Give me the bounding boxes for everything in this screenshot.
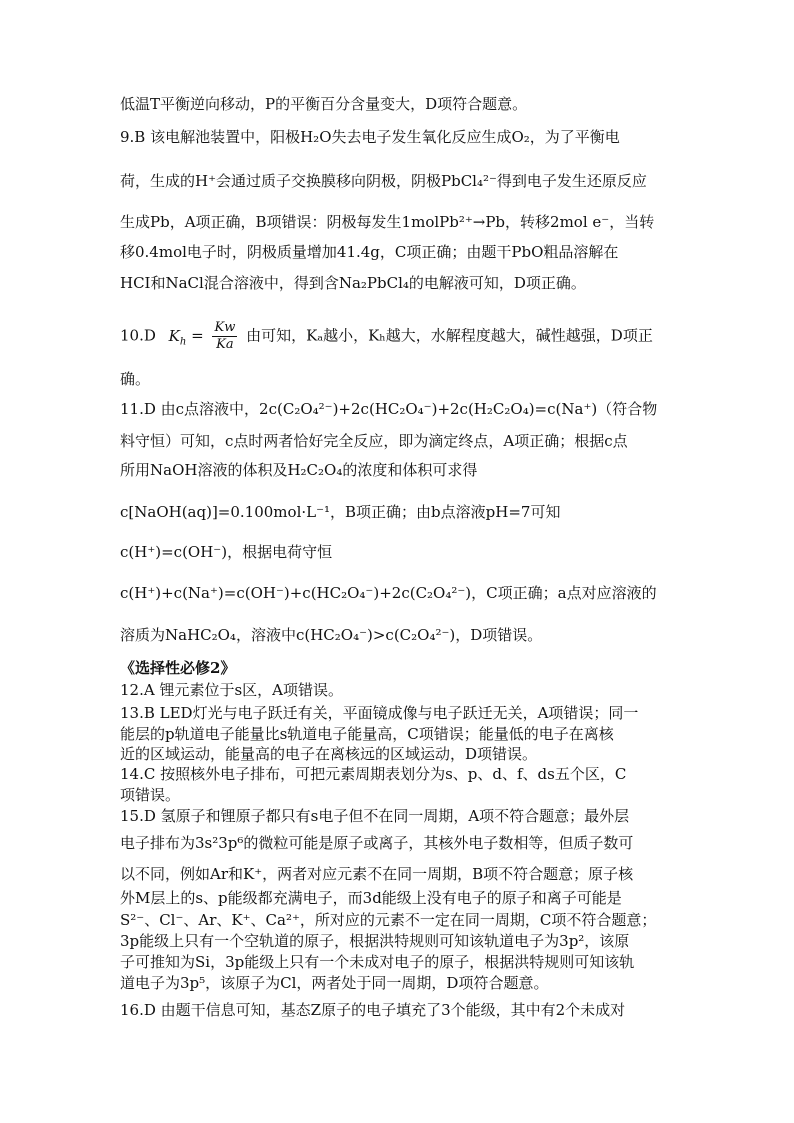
text-line: 低温T平衡逆向移动，P的平衡百分含量变大，D项符合题意。	[120, 95, 528, 113]
text-line: 以不同，例如Ar和K⁺，两者对应元素不在同一周期，B项不符合题意；原子核	[120, 865, 634, 883]
text-line: 确。	[120, 370, 151, 388]
text-line: 外M层上的s、p能级都充满电子，而3d能级上没有电子的原子和离子可能是	[120, 889, 622, 907]
text-line: 移0.4mol电子时，阴极质量增加41.4g，C项正确；由题干PbO粗品溶解在	[120, 243, 619, 261]
text-line: 子可推知为Si，3p能级上只有一个未成对电子的原子，根据洪特规则可知该轨	[120, 953, 635, 971]
text-line: 14.C 按照核外电子排布，可把元素周期表划分为s、p、d、f、ds五个区，C	[120, 765, 627, 783]
text-line: S²⁻、Cl⁻、Ar、K⁺、Ca²⁺，所对应的元素不一定在同一周期，C项不符合题意；	[120, 911, 657, 929]
text-line: 能层的p轨道电子能量比s轨道电子能量高，C项错误；能量低的电子在离核	[120, 725, 614, 743]
text-line: 12.A 锂元素位于s区，A项错误。	[120, 681, 343, 699]
text-line: c[NaOH(aq)]=0.100mol·L⁻¹，B项正确；由b点溶液pH=7可知	[120, 503, 561, 521]
q10-label: 10.D	[120, 326, 156, 345]
q10-numerator: Kw	[214, 320, 236, 335]
text-line: c(H⁺)+c(Na⁺)=c(OH⁻)+c(HC₂O₄⁻)+2c(C₂O₄²⁻)，C项正确；a点对应溶液的	[120, 584, 657, 602]
text-line: 11.D 由c点溶液中，2c(C₂O₄²⁻)+2c(HC₂O₄⁻)+2c(H₂C₂O₄)=c(Na⁺)（符合物	[120, 400, 658, 418]
q10-text: 由可知，Kₐ越小，Kₕ越大，水解程度越大，碱性越强，D项正	[246, 326, 653, 345]
q10-equals: =	[191, 326, 204, 345]
text-line: 料守恒）可知，c点时两者恰好完全反应，即为滴定终点，A项正确；根据c点	[120, 432, 628, 450]
text-line: 16.D 由题干信息可知，基态Z原子的电子填充了3个能级，其中有2个未成对	[120, 1001, 626, 1019]
text-line: 9.B 该电解池装置中，阳极H₂O失去电子发生氧化反应生成O₂，为了平衡电	[120, 128, 620, 146]
q10-line	[120, 320, 653, 353]
text-line: HCI和NaCl混合溶液中，得到含Na₂PbCl₄的电解液可知，D项正确。	[120, 274, 586, 292]
text-line: 电子排布为3s²3p⁶的微粒可能是原子或离子，其核外电子数相等，但质子数可	[120, 834, 634, 852]
text-line: 项错误。	[120, 786, 181, 804]
section-heading: 《选择性必修2》	[120, 659, 236, 677]
q10-k-sub: h	[179, 336, 187, 348]
q10-denominator: Ka	[216, 337, 234, 352]
text-line: 生成Pb，A项正确，B项错误：阴极每发生1molPb²⁺→Pb，转移2mol e⁻，当转	[120, 213, 655, 231]
text-line: 3p能级上只有一个空轨道的原子，根据洪特规则可知该轨道电子为3p²，该原	[120, 932, 630, 950]
text-line: 所用NaOH溶液的体积及H₂C₂O₄的浓度和体积可求得	[120, 461, 478, 479]
text-line: 道电子为3p⁵，该原子为Cl，两者处于同一周期，D项符合题意。	[120, 974, 549, 992]
q10-k: K	[168, 326, 180, 345]
text-line: c(H⁺)=c(OH⁻)，根据电荷守恒	[120, 543, 333, 561]
text-line: 15.D 氢原子和锂原子都只有s电子但不在同一周期，A项不符合题意；最外层	[120, 807, 630, 825]
text-line: 荷，生成的H⁺会通过质子交换膜移向阴极，阴极PbCl₄²⁻得到电子发生还原反应	[120, 172, 647, 190]
q10-fraction	[212, 320, 237, 353]
text-line: 溶质为NaHC₂O₄，溶液中c(HC₂O₄⁻)>c(C₂O₄²⁻)，D项错误。	[120, 626, 543, 644]
text-line: 近的区域运动，能量高的电子在离核远的区域运动，D项错误。	[120, 745, 538, 763]
text-line: 13.B LED灯光与电子跃迁有关，平面镜成像与电子跃迁无关，A项错误；同一	[120, 704, 639, 722]
